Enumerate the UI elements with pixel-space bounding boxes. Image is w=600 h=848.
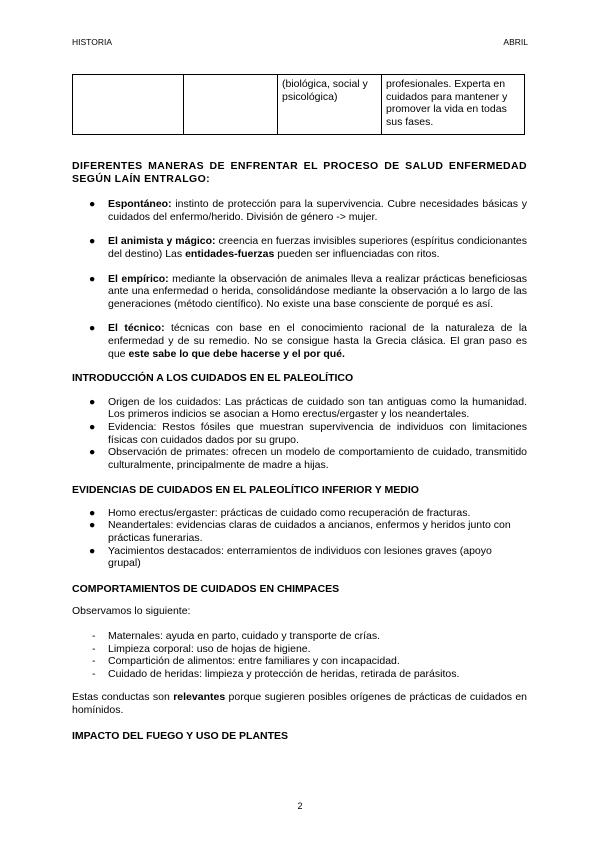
item-text: instinto de protección para la supervivencia. Cubre necesidades básicas y cuidados del enfermo/herido. División de género -> mujer. (108, 198, 527, 223)
item-emphasis: este sabe lo que debe hacerse y el por qué. (128, 347, 345, 360)
section-title: EVIDENCIAS DE CUIDADOS EN EL PALEOLÍTICO INFERIOR Y MEDIO (72, 484, 419, 497)
header-month: ABRIL (503, 37, 528, 47)
list-item (72, 643, 527, 656)
item-text: mediante la observación de animales lleva a realizar prácticas beneficiosas ante una enfermedad o herida, consolidándose mediante la observación a lo largo de las generaciones (método científico). No existe una base consciente de porqué es así. (108, 272, 527, 310)
page-number: 2 (297, 801, 303, 811)
item-term: Espontáneo: (108, 198, 172, 211)
conclusion-text: Estas conductas son (72, 691, 174, 704)
evidence-list (72, 507, 527, 570)
dash-icon: - (92, 667, 96, 680)
list-item (72, 198, 527, 223)
item-emphasis: entidades-fuerzas (185, 247, 275, 260)
item-text: Yacimientos destacados: enterramientos de individuos con lesiones graves (apoyo grupal) (108, 544, 492, 570)
bullet-icon: ● (89, 446, 96, 459)
conclusion-text: porque sugieren posibles orígenes de prácticas de cuidados en homínidos. (72, 691, 528, 716)
item-term: El animista y mágico: (108, 235, 216, 248)
list-item (72, 322, 527, 360)
dash-icon: - (92, 642, 96, 655)
bullet-icon: ● (89, 272, 96, 285)
paleolithic-intro-list (72, 396, 527, 472)
section-intro: Observamos lo siguiente: (72, 605, 191, 618)
list-item (72, 396, 527, 421)
item-text: creencia en fuerzas invisibles superiores (espíritus condicionantes del destino) Las (108, 235, 528, 260)
list-item (72, 545, 527, 570)
section-conclusion (72, 691, 527, 716)
bullet-icon: ● (89, 235, 96, 248)
item-term: El técnico: (108, 322, 165, 335)
item-term: El empírico: (108, 272, 169, 285)
dash-icon: - (92, 630, 96, 643)
item-text: Compartición de alimentos: entre familiares y con incapacidad. (108, 655, 400, 668)
bullet-icon: ● (89, 506, 96, 519)
table-cell (73, 75, 184, 135)
item-text: Origen de los cuidados: Las prácticas de cuidado son tan antiguas como la humanidad. Los primeros indicios se asocian a Homo erectus/ergaster y los neandertales. (108, 395, 527, 421)
item-text: Observación de primates: ofrecen un modelo de comportamiento de cuidado, transmitido culturalmente, principalmente de madre a hijas. (108, 446, 527, 471)
item-text: Homo erectus/ergaster: prácticas de cuidado como recuperación de fracturas. (108, 506, 471, 519)
section-title: COMPORTAMIENTOS DE CUIDADOS EN CHIMPACES (72, 582, 340, 595)
list-item (72, 655, 527, 668)
bullet-icon: ● (89, 544, 96, 557)
item-text: Maternales: ayuda en parto, cuidado y transporte de crías. (108, 630, 380, 643)
table-cell: profesionales. Experta en cuidados para mantener y promover la vida en todas sus fases. (382, 75, 525, 135)
table-row (73, 75, 525, 135)
item-text: Limpieza corporal: uso de hojas de higiene. (108, 642, 311, 655)
bullet-icon: ● (89, 420, 96, 433)
table-cell (184, 75, 278, 135)
chimp-behaviours-list (72, 630, 527, 680)
bullet-icon: ● (89, 198, 96, 211)
item-text: Evidencia: Restos fósiles que muestran supervivencia de individuos con limitaciones físicas con cuidados dados por su grupo. (108, 420, 527, 446)
list-item (72, 630, 527, 643)
item-text: Cuidado de heridas: limpieza y protección de heridas, retirada de parásitos. (108, 667, 460, 680)
section-title: IMPACTO DEL FUEGO Y USO DE PLANTES (72, 729, 289, 742)
section-title: DIFERENTES MANERAS DE ENFRENTAR EL PROCESO DE SALUD ENFERMEDAD SEGÚN LAÍN ENTRALGO: (72, 160, 527, 185)
list-item (72, 446, 527, 471)
list-item (72, 519, 527, 544)
item-text: Neandertales: evidencias claras de cuidados a ancianos, enfermos y heridos junto con prácticas funerarias. (108, 519, 511, 545)
list-item (72, 668, 527, 681)
document-body (72, 160, 527, 742)
list-item (72, 507, 527, 520)
dash-icon: - (92, 655, 96, 668)
bullet-icon: ● (89, 519, 96, 532)
bullet-icon: ● (89, 395, 96, 408)
table-cell: (biológica, social y psicológica) (278, 75, 382, 135)
list-item (72, 235, 527, 260)
section-title: INTRODUCCIÓN A LOS CUIDADOS EN EL PALEOLÍTICO (72, 372, 354, 385)
approaches-list (72, 198, 527, 360)
list-item (72, 421, 527, 446)
conclusion-emphasis: relevantes (173, 691, 226, 704)
bullet-icon: ● (89, 322, 96, 335)
item-text: pueden ser influenciadas con ritos. (274, 247, 440, 260)
list-item (72, 273, 527, 311)
continued-table (72, 74, 525, 135)
item-text: técnicas con base en el conocimiento racional de la naturaleza de la enfermedad y de su remedio. No se consigue hasta la Grecia clásica. El gran paso es que (108, 322, 527, 360)
header-subject: HISTORIA (72, 37, 112, 47)
